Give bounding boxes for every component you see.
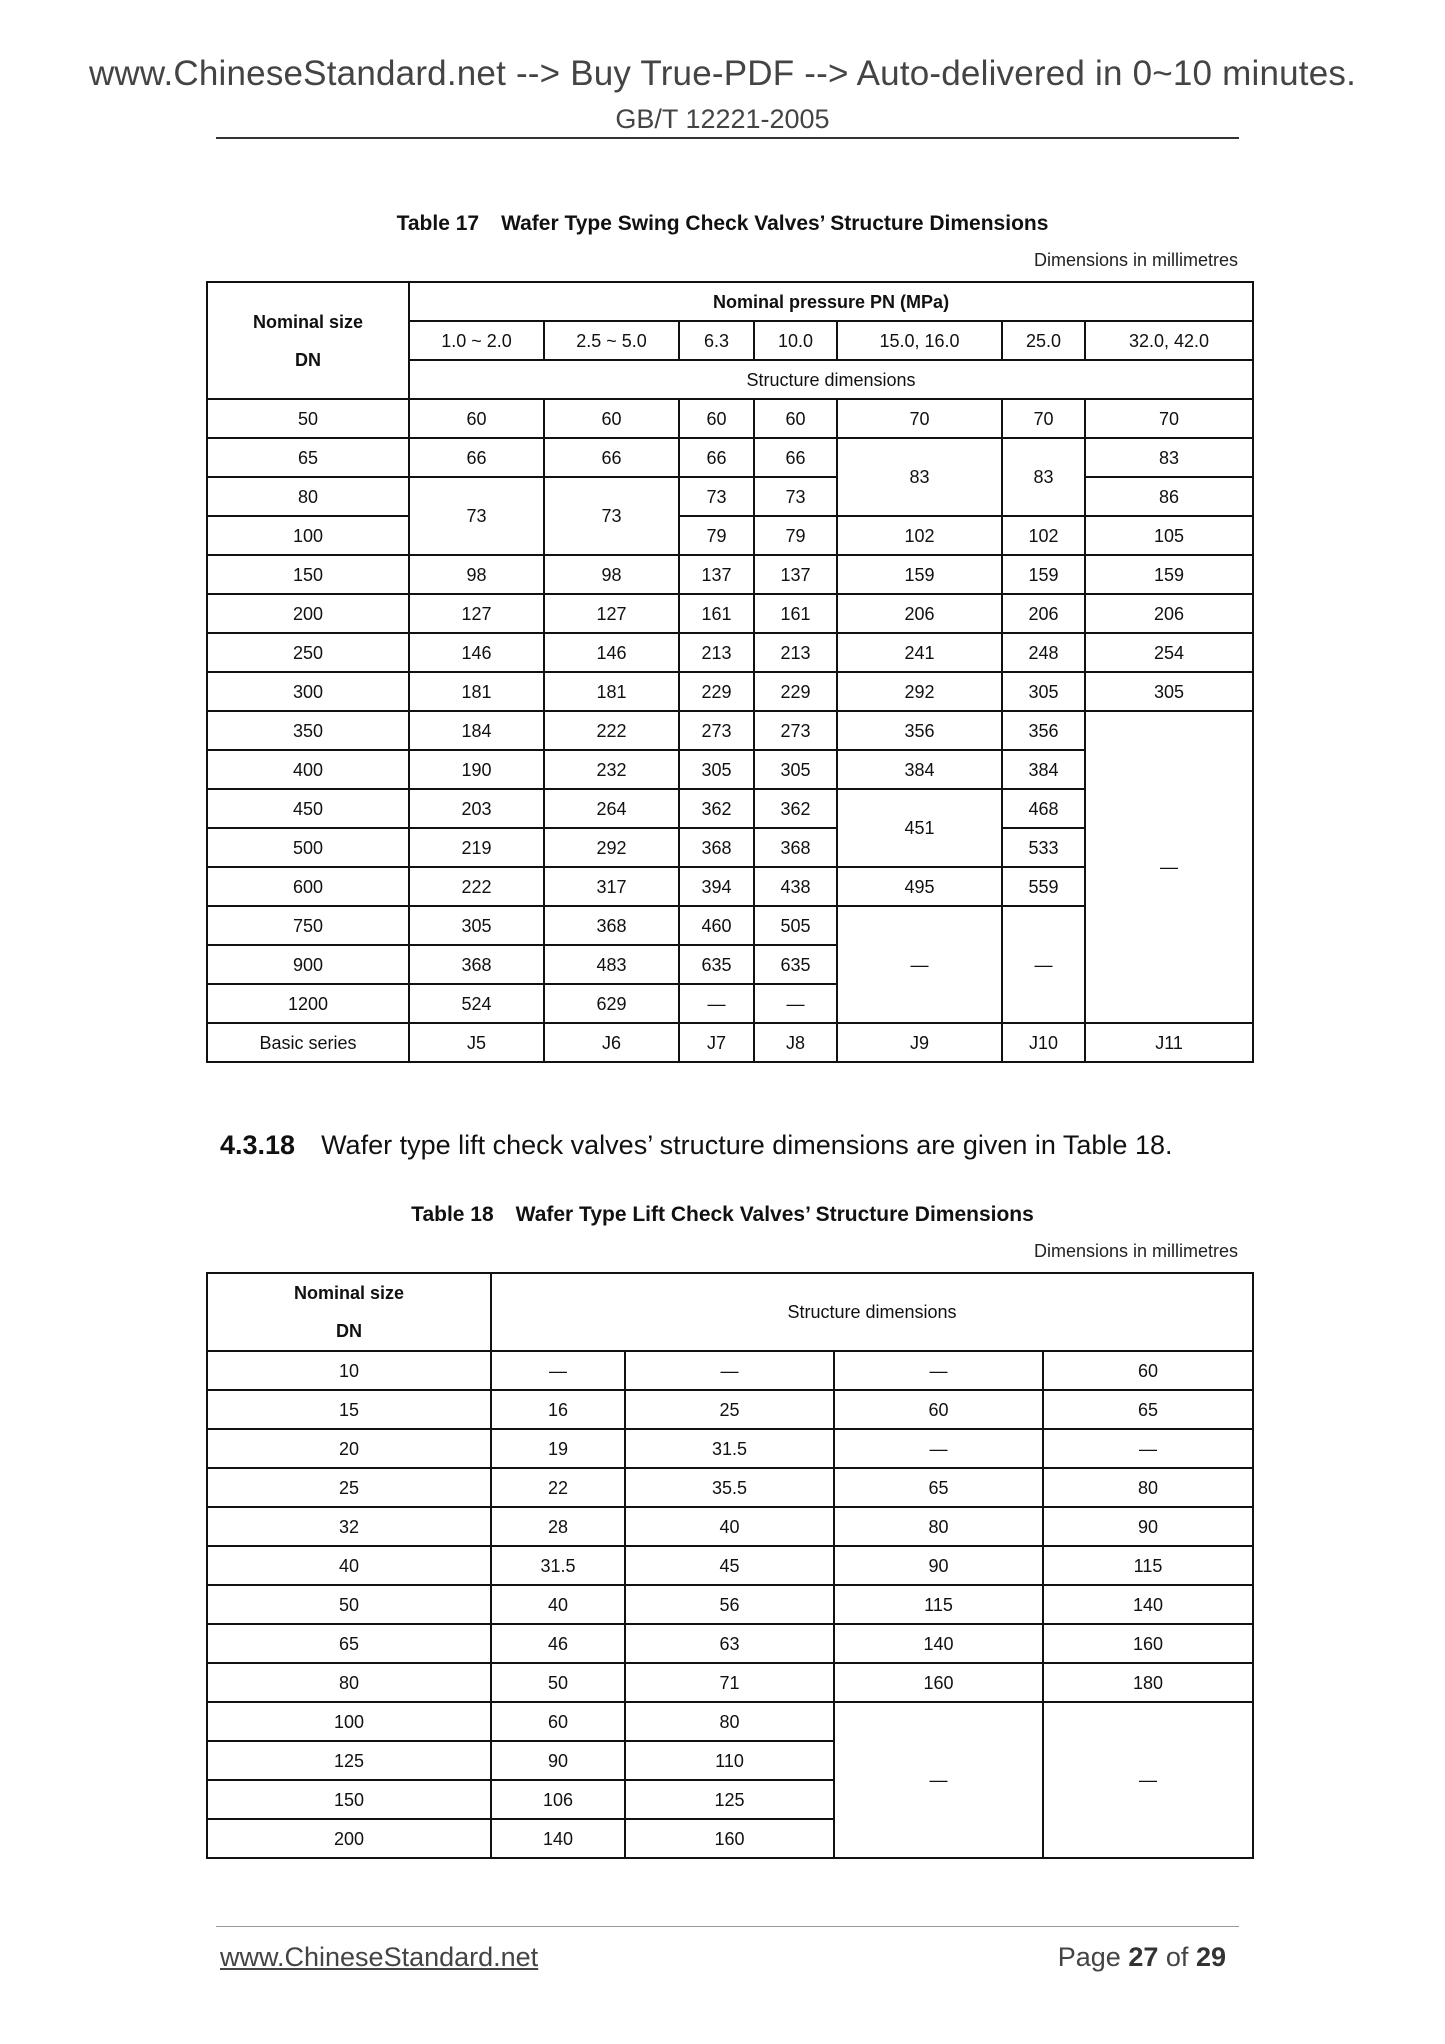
table-cell: 140 <box>1043 1585 1253 1624</box>
table-cell: 125 <box>207 1741 491 1780</box>
table-cell: 65 <box>1043 1390 1253 1429</box>
table-cell: 524 <box>409 984 544 1023</box>
table-cell: 73 <box>409 477 544 555</box>
table-cell: 264 <box>544 789 679 828</box>
table-cell: 60 <box>1043 1351 1253 1390</box>
table-row <box>207 1546 1253 1585</box>
table17-number: Table 17 <box>396 212 480 235</box>
pressure-cell: 1.0 ~ 2.0 <box>409 321 544 360</box>
table-cell: 65 <box>207 438 409 477</box>
table-row <box>207 1429 1253 1468</box>
table-row <box>207 1468 1253 1507</box>
table-cell: Basic series <box>207 1023 409 1062</box>
table18-title: Wafer Type Lift Check Valves’ Structure Dimensions <box>515 1203 1034 1226</box>
table-row <box>207 672 1253 711</box>
table-cell: 635 <box>679 945 754 984</box>
table-cell: 292 <box>544 828 679 867</box>
table17-pressure-header: Nominal pressure PN (MPa) <box>409 282 1253 321</box>
dn-label: DN <box>336 1321 362 1341</box>
table-cell: 559 <box>1002 867 1085 906</box>
table-cell: 31.5 <box>625 1429 834 1468</box>
table-cell: 273 <box>754 711 837 750</box>
nominal-size-label: Nominal size <box>252 311 364 332</box>
table18-header-row <box>207 1273 1253 1351</box>
table-cell: 362 <box>679 789 754 828</box>
table-row <box>207 1585 1253 1624</box>
table-cell: 60 <box>754 399 837 438</box>
table-cell: 368 <box>409 945 544 984</box>
table-cell: J10 <box>1002 1023 1085 1062</box>
table-cell: 460 <box>679 906 754 945</box>
pressure-cell: 25.0 <box>1002 321 1085 360</box>
page-prefix: Page <box>1057 1942 1121 1972</box>
table-cell: 66 <box>544 438 679 477</box>
table-cell: — <box>491 1351 625 1390</box>
table-cell: 90 <box>834 1546 1043 1585</box>
table-cell: 79 <box>754 516 837 555</box>
table-cell: 305 <box>754 750 837 789</box>
table-cell: — <box>1002 906 1085 1023</box>
table-cell: J8 <box>754 1023 837 1062</box>
table-cell: 71 <box>625 1663 834 1702</box>
table-cell: J7 <box>679 1023 754 1062</box>
table-cell: 160 <box>625 1819 834 1858</box>
table-cell: 105 <box>1085 516 1253 555</box>
table-cell: 45 <box>625 1546 834 1585</box>
table-cell: 60 <box>409 399 544 438</box>
table-cell: 438 <box>754 867 837 906</box>
table-cell: 73 <box>544 477 679 555</box>
footer-divider <box>216 1926 1239 1927</box>
table-cell: 98 <box>409 555 544 594</box>
table-cell: 273 <box>679 711 754 750</box>
table-cell: — <box>1043 1702 1253 1858</box>
table17-caption <box>0 212 1445 236</box>
page-number <box>1058 1942 1226 1973</box>
table-cell: 15 <box>207 1390 491 1429</box>
table-cell: 635 <box>754 945 837 984</box>
clause-number: 4.3.18 <box>220 1130 296 1160</box>
table-cell: 127 <box>544 594 679 633</box>
table-cell: 213 <box>754 633 837 672</box>
table-cell: 254 <box>1085 633 1253 672</box>
table-cell: 16 <box>491 1390 625 1429</box>
header-banner: www.ChineseStandard.net --> Buy True-PDF --> Auto-delivered in 0~10 minutes. <box>88 54 1357 93</box>
table18-nominal-size-header <box>207 1273 491 1351</box>
table-cell: 83 <box>837 438 1002 516</box>
table18-units: Dimensions in millimetres <box>1033 1241 1238 1261</box>
table-cell: 102 <box>837 516 1002 555</box>
table-cell: 28 <box>491 1507 625 1546</box>
table-cell: 160 <box>1043 1624 1253 1663</box>
page-total: 29 <box>1195 1942 1226 1972</box>
table-cell: 229 <box>679 672 754 711</box>
table-cell: J9 <box>837 1023 1002 1062</box>
table-cell: 98 <box>544 555 679 594</box>
table-cell: 50 <box>491 1663 625 1702</box>
table-cell: 65 <box>207 1624 491 1663</box>
table-cell: 137 <box>679 555 754 594</box>
table-cell: — <box>834 1702 1043 1858</box>
table-row <box>207 711 1253 750</box>
table-cell: 115 <box>834 1585 1043 1624</box>
dn-label: DN <box>295 349 321 370</box>
pressure-cell: 10.0 <box>754 321 837 360</box>
table-cell: 40 <box>207 1546 491 1585</box>
table-cell: — <box>625 1351 834 1390</box>
pressure-cell: 2.5 ~ 5.0 <box>544 321 679 360</box>
table-cell: 206 <box>1085 594 1253 633</box>
table-row <box>207 1702 1253 1741</box>
nominal-size-label: Nominal size <box>293 1283 405 1303</box>
table-cell: — <box>834 1351 1043 1390</box>
table-cell: 80 <box>625 1702 834 1741</box>
table-cell: 150 <box>207 555 409 594</box>
table-cell: 500 <box>207 828 409 867</box>
table-cell: 20 <box>207 1429 491 1468</box>
table-cell: 181 <box>544 672 679 711</box>
table-cell: 200 <box>207 1819 491 1858</box>
table-cell: 115 <box>1043 1546 1253 1585</box>
table-cell: 140 <box>834 1624 1043 1663</box>
table-row <box>207 516 1253 555</box>
table-cell: 66 <box>754 438 837 477</box>
table-cell: 222 <box>409 867 544 906</box>
table-cell: 305 <box>1085 672 1253 711</box>
table17-units: Dimensions in millimetres <box>1033 250 1238 270</box>
table-cell: 80 <box>207 1663 491 1702</box>
table-cell: 83 <box>1085 438 1253 477</box>
table-cell: 146 <box>409 633 544 672</box>
table-cell: 40 <box>625 1507 834 1546</box>
table-cell: 56 <box>625 1585 834 1624</box>
table-cell: 80 <box>1043 1468 1253 1507</box>
table-cell: 90 <box>491 1741 625 1780</box>
table-cell: 73 <box>679 477 754 516</box>
table-cell: 66 <box>679 438 754 477</box>
table-cell: 368 <box>679 828 754 867</box>
table-cell: 451 <box>837 789 1002 867</box>
table-row <box>207 594 1253 633</box>
table-row <box>207 477 1253 516</box>
table-cell: 60 <box>544 399 679 438</box>
pressure-cell: 6.3 <box>679 321 754 360</box>
table-cell: 100 <box>207 1702 491 1741</box>
table-cell: 384 <box>837 750 1002 789</box>
table-cell: 161 <box>679 594 754 633</box>
table-cell: 368 <box>754 828 837 867</box>
table-cell: 468 <box>1002 789 1085 828</box>
table-row <box>207 1624 1253 1663</box>
table-row <box>207 555 1253 594</box>
table-cell: 160 <box>834 1663 1043 1702</box>
clause-4-3-18 <box>220 1130 1172 1161</box>
table-cell: 90 <box>1043 1507 1253 1546</box>
table-cell: 219 <box>409 828 544 867</box>
table-cell: 483 <box>544 945 679 984</box>
header-divider <box>216 137 1239 139</box>
table-cell: 83 <box>1002 438 1085 516</box>
table-cell: 70 <box>1085 399 1253 438</box>
table-row <box>207 633 1253 672</box>
structure-dimensions-header: Structure dimensions <box>409 360 1253 399</box>
table-cell: — <box>837 906 1002 1023</box>
table17-header-row <box>207 282 1253 321</box>
table-cell: 190 <box>409 750 544 789</box>
table-cell: 40 <box>491 1585 625 1624</box>
table-cell: 229 <box>754 672 837 711</box>
page-current: 27 <box>1128 1942 1159 1972</box>
table-cell: 86 <box>1085 477 1253 516</box>
table-cell: 600 <box>207 867 409 906</box>
table-cell: 750 <box>207 906 409 945</box>
table18 <box>206 1272 1254 1859</box>
table-cell: J5 <box>409 1023 544 1062</box>
table-cell: 80 <box>834 1507 1043 1546</box>
table-cell: — <box>1043 1429 1253 1468</box>
table-cell: 356 <box>837 711 1002 750</box>
table-cell: 394 <box>679 867 754 906</box>
table-cell: 66 <box>409 438 544 477</box>
table-cell: — <box>754 984 837 1023</box>
table-cell: 362 <box>754 789 837 828</box>
table-cell: 250 <box>207 633 409 672</box>
table17 <box>206 281 1254 1063</box>
table-row <box>207 399 1253 438</box>
table-cell: 140 <box>491 1819 625 1858</box>
table-cell: 159 <box>1002 555 1085 594</box>
table-cell: 1200 <box>207 984 409 1023</box>
structure-dimensions-header: Structure dimensions <box>491 1273 1253 1351</box>
table-row <box>207 438 1253 477</box>
table-cell: 232 <box>544 750 679 789</box>
standard-number: GB/T 12221-2005 <box>615 104 830 134</box>
table-cell: 305 <box>409 906 544 945</box>
table-cell: 70 <box>1002 399 1085 438</box>
table-cell: — <box>679 984 754 1023</box>
table-cell: 533 <box>1002 828 1085 867</box>
table-cell: 46 <box>491 1624 625 1663</box>
table-cell: 25 <box>625 1390 834 1429</box>
table-cell: 106 <box>491 1780 625 1819</box>
table-cell: 19 <box>491 1429 625 1468</box>
page-of: of <box>1165 1942 1189 1972</box>
table-cell: 79 <box>679 516 754 555</box>
table-cell: 300 <box>207 672 409 711</box>
table-cell: 505 <box>754 906 837 945</box>
table-cell: 248 <box>1002 633 1085 672</box>
table-cell: 350 <box>207 711 409 750</box>
table17-title: Wafer Type Swing Check Valves’ Structure Dimensions <box>501 212 1049 235</box>
table-cell: 203 <box>409 789 544 828</box>
table-cell: 146 <box>544 633 679 672</box>
table-cell: 180 <box>1043 1663 1253 1702</box>
table18-caption <box>0 1203 1445 1227</box>
table18-number: Table 18 <box>411 1203 494 1226</box>
table-cell: 65 <box>834 1468 1043 1507</box>
table-cell: 80 <box>207 477 409 516</box>
table-cell: — <box>834 1429 1043 1468</box>
table-cell: 127 <box>409 594 544 633</box>
table-cell: 50 <box>207 1585 491 1624</box>
table17-nominal-size-header <box>207 282 409 399</box>
table-cell: 35.5 <box>625 1468 834 1507</box>
table-cell: 70 <box>837 399 1002 438</box>
table-cell: 63 <box>625 1624 834 1663</box>
table-cell: 400 <box>207 750 409 789</box>
table-cell: 181 <box>409 672 544 711</box>
table-cell: 200 <box>207 594 409 633</box>
pressure-cell: 32.0, 42.0 <box>1085 321 1253 360</box>
table-cell: J11 <box>1085 1023 1253 1062</box>
table-cell: 222 <box>544 711 679 750</box>
table-cell: 900 <box>207 945 409 984</box>
table-cell: 25 <box>207 1468 491 1507</box>
table-cell: 31.5 <box>491 1546 625 1585</box>
table-cell: 159 <box>1085 555 1253 594</box>
table-cell: 73 <box>754 477 837 516</box>
table-row <box>207 1351 1253 1390</box>
pressure-cell: 15.0, 16.0 <box>837 321 1002 360</box>
table-cell: 206 <box>837 594 1002 633</box>
footer-site-link[interactable]: www.ChineseStandard.net <box>220 1942 539 1972</box>
table-cell: 137 <box>754 555 837 594</box>
table-cell: 305 <box>679 750 754 789</box>
table-cell: 60 <box>491 1702 625 1741</box>
basic-series-row <box>207 1023 1253 1062</box>
table-cell: 100 <box>207 516 409 555</box>
table-cell: 305 <box>1002 672 1085 711</box>
table-row <box>207 1390 1253 1429</box>
table-cell: J6 <box>544 1023 679 1062</box>
table-row <box>207 1507 1253 1546</box>
table-cell: 495 <box>837 867 1002 906</box>
table-cell: 50 <box>207 399 409 438</box>
table-cell: 629 <box>544 984 679 1023</box>
table-cell: — <box>1085 711 1253 1023</box>
table-cell: 184 <box>409 711 544 750</box>
table-cell: 102 <box>1002 516 1085 555</box>
table-cell: 356 <box>1002 711 1085 750</box>
table-cell: 60 <box>679 399 754 438</box>
table-cell: 384 <box>1002 750 1085 789</box>
table-cell: 22 <box>491 1468 625 1507</box>
table-cell: 368 <box>544 906 679 945</box>
table-cell: 292 <box>837 672 1002 711</box>
table-cell: 110 <box>625 1741 834 1780</box>
table-cell: 10 <box>207 1351 491 1390</box>
table-cell: 317 <box>544 867 679 906</box>
table-cell: 60 <box>834 1390 1043 1429</box>
table-cell: 241 <box>837 633 1002 672</box>
table-cell: 161 <box>754 594 837 633</box>
table-cell: 32 <box>207 1507 491 1546</box>
table-cell: 159 <box>837 555 1002 594</box>
table-cell: 213 <box>679 633 754 672</box>
table-cell: 125 <box>625 1780 834 1819</box>
table-cell: 206 <box>1002 594 1085 633</box>
table-cell: 450 <box>207 789 409 828</box>
table-cell: 150 <box>207 1780 491 1819</box>
clause-text: Wafer type lift check valves’ structure dimensions are given in Table 18. <box>321 1130 1173 1160</box>
table-row <box>207 1663 1253 1702</box>
